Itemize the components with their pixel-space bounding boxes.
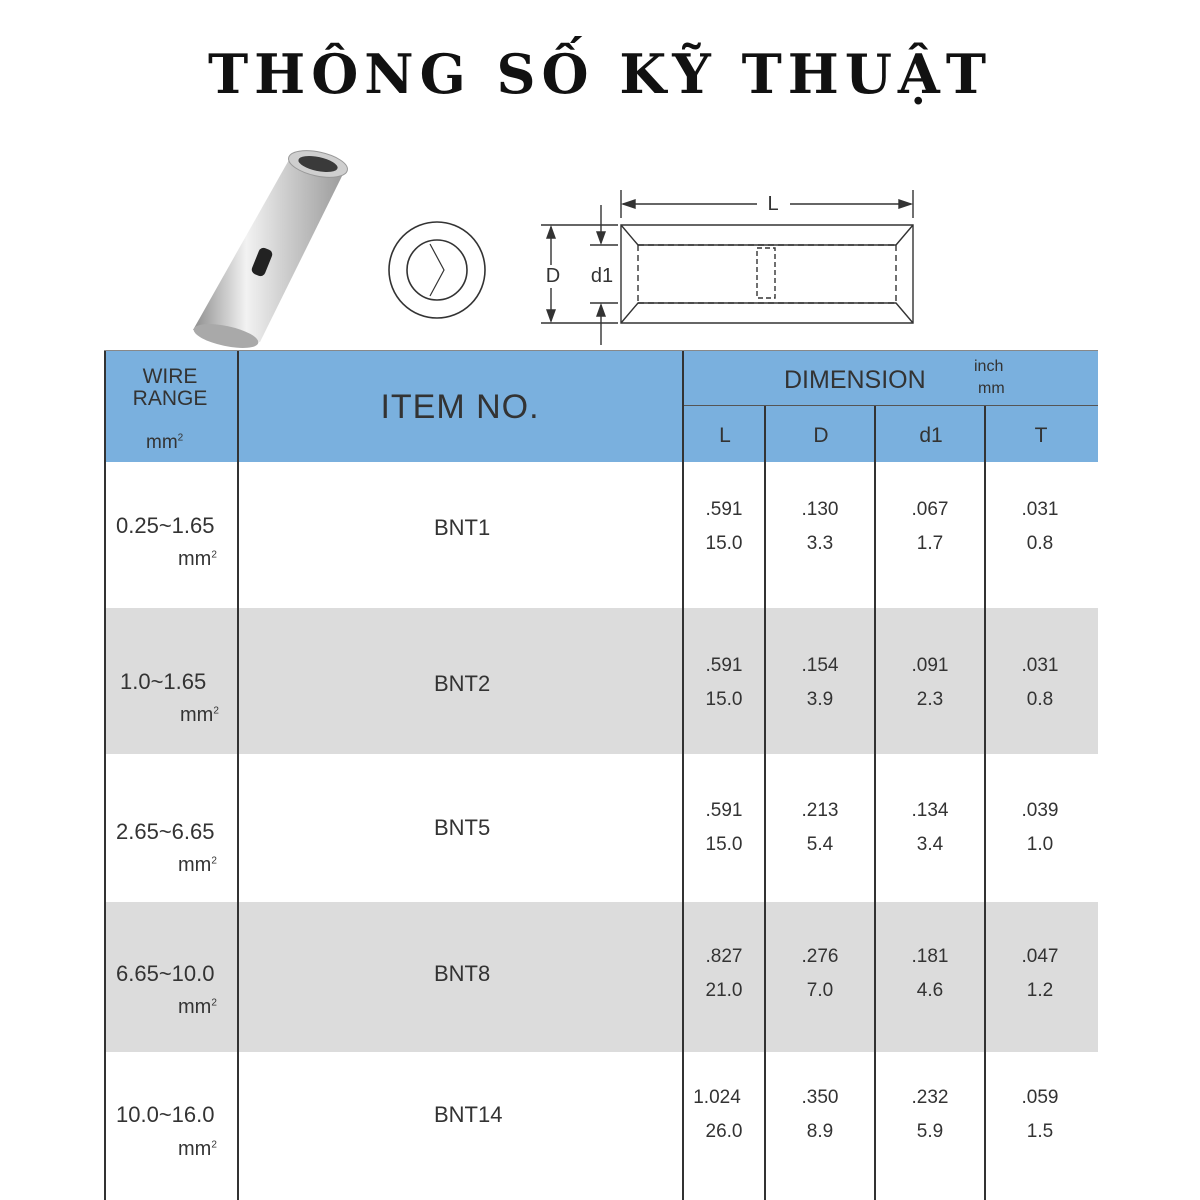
header-wire-unit: $mm^2$	[146, 432, 184, 453]
header-unit-mm: mm	[978, 380, 1005, 397]
dim-inch: .130	[801, 499, 839, 520]
dim-mm: 7.0	[806, 980, 834, 1001]
dim-inch: .134	[911, 800, 949, 821]
spec-table	[104, 350, 1098, 1200]
dim-inch: .154	[801, 655, 839, 676]
header-dimension: DIMENSION	[784, 366, 926, 394]
dim-mm: 3.9	[806, 689, 834, 710]
header-unit-inch: inch	[974, 358, 1004, 375]
grid-line	[874, 405, 876, 1200]
dim-mm: 5.9	[916, 1121, 944, 1142]
dim-mm: 3.3	[806, 533, 834, 554]
wire-range: 1.0~1.65	[120, 669, 207, 694]
dim-mm: 4.6	[916, 980, 944, 1001]
header-wire-label: WIRE	[142, 365, 198, 388]
dim-mm: 3.4	[916, 834, 944, 855]
dim-inch: .091	[911, 655, 949, 676]
dim-inch: .591	[705, 499, 743, 520]
dim-mm: 1.0	[1026, 834, 1054, 855]
item-no: BNT5	[434, 815, 491, 840]
dim-mm: 21.0	[705, 980, 743, 1001]
dim-inch: .232	[911, 1087, 949, 1108]
dim-inch: 1.024	[693, 1087, 741, 1108]
item-no: BNT14	[434, 1102, 503, 1127]
label-L: L	[767, 193, 779, 215]
dim-mm: 5.4	[806, 834, 834, 855]
dim-inch: .047	[1021, 946, 1059, 967]
item-no: BNT2	[434, 671, 491, 696]
end-view	[389, 222, 485, 318]
header-col-d1: d1	[919, 424, 943, 447]
dim-mm: 0.8	[1026, 689, 1054, 710]
dim-inch: .031	[1021, 655, 1059, 676]
dim-mm: 0.8	[1026, 533, 1054, 554]
dim-mm: 1.2	[1026, 980, 1054, 1001]
dim-mm: 15.0	[705, 533, 743, 554]
grid-line	[104, 350, 106, 1200]
header-item-no: ITEM NO.	[380, 388, 540, 426]
wire-range-unit: $mm^2$	[178, 854, 217, 876]
dim-inch: .039	[1021, 800, 1059, 821]
item-no: BNT1	[434, 515, 491, 540]
dim-mm: 15.0	[705, 689, 743, 710]
connector-photo	[192, 146, 350, 350]
dim-inch: .591	[705, 800, 743, 821]
grid-line	[682, 350, 684, 1200]
product-figure	[0, 130, 1200, 350]
dim-inch: .067	[911, 499, 949, 520]
wire-range-unit: $mm^2$	[180, 704, 219, 726]
wire-range-unit: $mm^2$	[178, 548, 217, 570]
dim-inch: .276	[801, 946, 839, 967]
dim-inch: .031	[1021, 499, 1059, 520]
table-row-shade	[104, 608, 1098, 754]
wire-range: 10.0~16.0	[116, 1102, 215, 1127]
header-wire-range	[104, 366, 236, 410]
header-col-L: L	[719, 424, 731, 447]
item-no: BNT8	[434, 961, 491, 986]
dim-mm: 8.9	[806, 1121, 834, 1142]
grid-line	[984, 405, 986, 1200]
dim-mm: 26.0	[705, 1121, 743, 1142]
dim-inch: .591	[705, 655, 743, 676]
dim-inch: .213	[801, 800, 839, 821]
dim-mm: 1.7	[916, 533, 944, 554]
grid-line	[684, 405, 1098, 406]
wire-range: 2.65~6.65	[116, 819, 215, 844]
page-title: THÔNG SỐ KỸ THUẬT	[207, 42, 992, 106]
header-col-T: T	[1034, 424, 1048, 447]
wire-range: 0.25~1.65	[116, 513, 215, 538]
product-drawing	[0, 130, 1200, 350]
dim-inch: .827	[705, 946, 743, 967]
dim-inch: .181	[911, 946, 949, 967]
wire-range-unit: $mm^2$	[178, 996, 217, 1018]
dim-mm: 2.3	[916, 689, 944, 710]
grid-line	[237, 350, 239, 1200]
wire-range-unit: $mm^2$	[178, 1138, 217, 1160]
dim-inch: .350	[801, 1087, 839, 1108]
dim-mm: 1.5	[1026, 1121, 1054, 1142]
label-d1: d1	[590, 265, 614, 287]
dim-mm: 15.0	[705, 834, 743, 855]
header-col-D: D	[813, 424, 829, 447]
grid-line	[104, 350, 1098, 351]
table-row-shade	[104, 902, 1098, 1052]
wire-range: 6.65~10.0	[116, 961, 215, 986]
header-range-label: RANGE	[132, 387, 208, 410]
dim-inch: .059	[1021, 1087, 1059, 1108]
grid-line	[764, 405, 766, 1200]
label-D: D	[545, 265, 561, 287]
